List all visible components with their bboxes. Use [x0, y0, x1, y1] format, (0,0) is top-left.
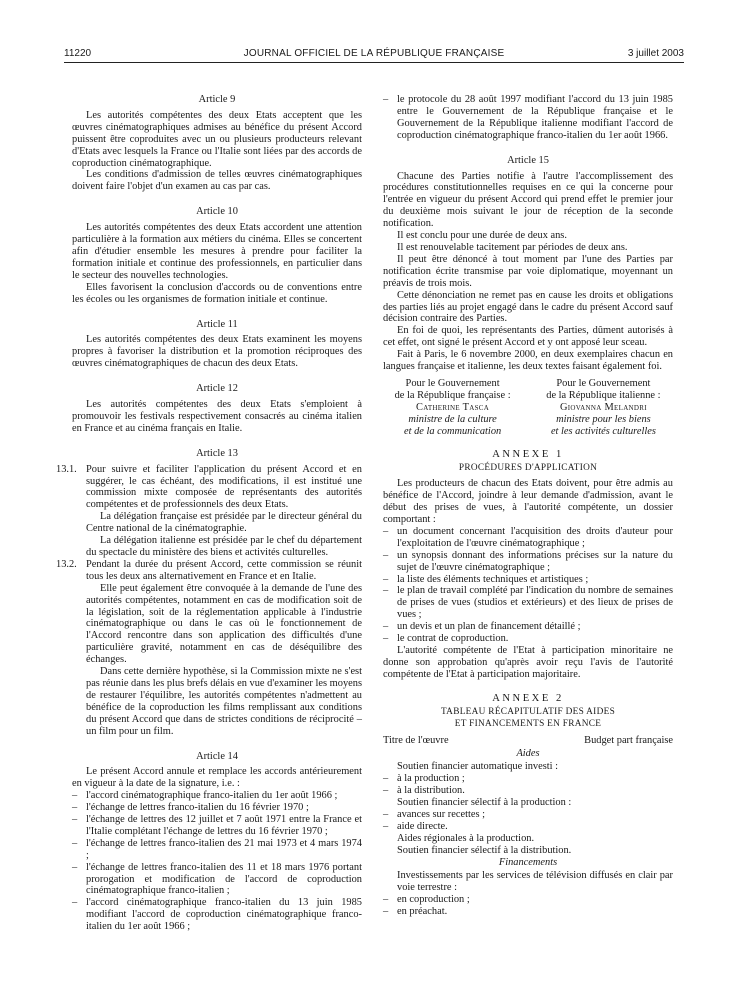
list-item: – en préachat.: [383, 906, 673, 918]
repealed-agreements-list-continued: [383, 94, 673, 142]
article-13-1: [56, 463, 362, 559]
aid-line: Soutien financier sélectif à la production :: [397, 796, 572, 808]
list-item: – le protocole du 28 août 1997 modifiant l'accord du 13 juin 1985 entre le Gouvernement de la République française et le Gouvernement de la République italienne modifiant l'accord de coproduction cinématographique franco-italien du 1er août 1966.: [383, 94, 673, 142]
page-header: [0, 0, 748, 64]
list-item: – l'accord cinématographique franco-italien du 13 juin 1985 modifiant l'accord de coproduction cinématographique franco-italien du 1er août 1966 ;: [72, 897, 362, 933]
article-10-title: Article 10: [196, 206, 238, 218]
signature-block: [383, 378, 673, 438]
right-column: [383, 94, 673, 918]
aid-line: Soutien financier automatique investi :: [397, 761, 559, 773]
clause-number: 13.1.: [56, 463, 77, 475]
page-number: 11220: [64, 48, 92, 59]
list-item: – en coproduction ;: [383, 894, 673, 906]
annexe-1-paragraph: Les producteurs de chacun des Etats doivent, pour être admis au bénéfice de l'Accord, joindre à leur demande d'admission, avant le début des prises de vues, à l'autorité compétente, un dossier comportant :: [383, 478, 673, 525]
aid-sublist: [383, 809, 673, 833]
clause-paragraph: Pendant la durée du présent Accord, cette commission se réunit tous les deux ans alternativement en France et en Italie.: [86, 558, 362, 582]
signatory-line: de la République française :: [394, 389, 511, 401]
list-item: – le contrat de coproduction.: [383, 633, 673, 645]
article-15-paragraph: Il peut être dénoncé à tout moment par l'une des Parties par notification écrite transmise par voie diplomatique, moyennant un préavis de trois mois.: [383, 253, 673, 289]
article-12-title: Article 12: [196, 383, 238, 395]
annexe-2-title: ANNEXE 2: [492, 692, 564, 704]
clause-paragraph: La délégation française est présidée par le directeur général du Centre national de la cinématographie.: [86, 511, 362, 535]
list-item: – un devis et un plan de financement détaillé ;: [383, 621, 673, 633]
annexe-2-subtitle-line: ET FINANCEMENTS EN FRANCE: [454, 718, 602, 729]
article-15-title: Article 15: [507, 154, 549, 166]
signature-italy: [534, 378, 673, 438]
annexe-2-subtitle-line: TABLEAU RÉCAPITULATIF DES AIDES: [440, 706, 616, 717]
column-header-title: Titre de l'œuvre: [383, 735, 449, 747]
article-15-paragraph: Fait à Paris, le 6 novembre 2000, en deux exemplaires chacun en langues française et italienne, les deux textes faisant également foi.: [383, 349, 673, 373]
article-12-paragraph: Les autorités compétentes des deux Etats s'emploient à promouvoir les festivals respectivement consacrés au cinéma italien en France et au cinéma français en Italie.: [72, 399, 362, 434]
list-item: – l'échange de lettres franco-italien des 21 mai 1973 et 4 mars 1974 ;: [72, 838, 362, 862]
list-item: – un document concernant l'acquisition des droits d'auteur pour l'exploitation de l'œuvre cinématographique ;: [383, 526, 673, 550]
signatory-line: de la République italienne :: [546, 389, 661, 401]
left-column: [56, 94, 362, 933]
signatory-name: Catherine Tasca: [416, 401, 490, 413]
article-14-paragraph: Le présent Accord annule et remplace les accords antérieurement en vigueur à la date de la signature, i.e. :: [72, 766, 362, 790]
list-item: – l'échange de lettres franco-italien du 16 février 1970 ;: [72, 802, 362, 814]
article-13-title: Article 13: [196, 447, 238, 459]
section-heading-aides: Aides: [516, 748, 540, 760]
list-item: – l'échange de lettres franco-italien des 11 et 18 mars 1976 portant prorogation et modification de l'accord de coproduction cinématographique franco-italien ;: [72, 862, 362, 898]
dossier-items-list: [383, 526, 673, 645]
clause-paragraph: Elle peut également être convoquée à la demande de l'une des autorités compétentes, notamment en cas de modification soit de la législation, soit de la réglementation applicable à l'industrie cinématographique ou dans le cas où le fonctionnement de l'Accord rencontre dans son application des difficultés d'une particulière gravité, notamment en cas de déséquilibre des échanges.: [86, 582, 362, 666]
header-rule: [64, 62, 684, 63]
list-item: – la liste des éléments techniques et artistiques ;: [383, 574, 673, 586]
list-item: – le plan de travail complété par l'indication du nombre de semaines de prises de vues (studios et extérieurs) et des lieux de prises de vues ;: [383, 585, 673, 621]
article-9-title: Article 9: [198, 94, 236, 105]
annexe-1-title: ANNEXE 1: [492, 449, 564, 461]
article-14-title: Article 14: [196, 750, 238, 762]
signatory-name: Giovanna Melandri: [559, 401, 647, 413]
financing-line: Investissements par les services de télévision diffusés en clair par voie terrestre :: [397, 870, 673, 894]
financing-sublist: [383, 894, 673, 918]
signatory-role: et les activités culturelles: [550, 425, 656, 437]
section-heading-financements: Financements: [498, 857, 558, 869]
signature-france: [383, 378, 522, 438]
annexe-1-paragraph: L'autorité compétente de l'Etat à participation minoritaire ne donne son approbation qu'après avoir reçu l'avis de l'autorité compétente de l'Etat à participation majoritaire.: [383, 644, 673, 680]
list-item: – un synopsis donnant des informations précises sur la nature du sujet de l'œuvre cinématographique ;: [383, 550, 673, 574]
signatory-role: et de la communication: [403, 425, 502, 437]
signatory-role: ministre pour les biens: [556, 413, 651, 425]
column-header-budget: Budget part française: [584, 735, 673, 747]
article-15-paragraph: En foi de quoi, les représentants des Parties, dûment autorisés à cet effet, ont signé le présent Accord et y ont apposé leur sceau.: [383, 325, 673, 349]
article-15-paragraph: Il est renouvelable tacitement par périodes de deux ans.: [397, 241, 628, 253]
list-item: – à la production ;: [383, 773, 673, 785]
clause-paragraph: Pour suivre et faciliter l'application du présent Accord et en suggérer, le cas échéant, des modifications, il est institué une commission mixte composée de représentants des autorités compétentes et de professionnels des deux Etats.: [86, 463, 362, 511]
annexe-2-subtitle: [383, 707, 673, 731]
article-10-paragraph: Les autorités compétentes des deux Etats accordent une attention particulière à la formation aux métiers du cinéma. Elles se concertent afin d'étudier ensemble les mesures à prendre pour faciliter la formation initiale et continue des professionnels, en particulier dans le secteur des nouvelles technologies.: [72, 222, 362, 281]
signatory-role: ministre de la culture: [408, 413, 497, 425]
article-15-paragraph: Cette dénonciation ne remet pas en cause les droits et obligations des parties liés au projet engagé dans le cadre du présent Accord sauf décision contraire des Parties.: [383, 289, 673, 325]
article-10-paragraph: Elles favorisent la conclusion d'accords ou de conventions entre les écoles ou les organismes de formation initiale et continue.: [72, 281, 362, 305]
table-header: [383, 735, 673, 747]
journal-title: JOURNAL OFFICIEL DE LA RÉPUBLIQUE FRANÇAISE: [243, 48, 505, 59]
signatory-line: Pour le Gouvernement: [405, 377, 500, 389]
aid-line: Aides régionales à la production.: [397, 832, 535, 844]
article-9-paragraph: Les conditions d'admission de telles œuvres cinématographiques doivent faire l'objet d'un examen au cas par cas.: [72, 169, 362, 193]
article-15-paragraph: Il est conclu pour une durée de deux ans.: [397, 230, 567, 242]
clause-paragraph: Dans cette dernière hypothèse, si la Commission mixte ne s'est pas réunie dans les plus brefs délais en vue d'examiner les moyens de restaurer l'équilibre, les autorités compétentes n'admettent au bénéfice de la coproduction les films remplissant aux conditions du présent Accord que dans de strictes conditions de réciprocité – un film pour un film.: [86, 666, 362, 737]
list-item: – l'échange de lettres des 12 juillet et 7 août 1971 entre la France et l'Italie complétant l'échange de lettres du 16 février 1970 ;: [72, 814, 362, 838]
article-13-2: [56, 558, 362, 738]
list-item: – aide directe.: [383, 821, 673, 833]
signatory-line: Pour le Gouvernement: [556, 377, 651, 389]
annexe-1-subtitle: PROCÉDURES D'APPLICATION: [458, 463, 598, 474]
aid-line: Soutien financier sélectif à la distribution.: [397, 844, 572, 856]
repealed-agreements-list: [72, 790, 362, 933]
list-item: – avances sur recettes ;: [383, 809, 673, 821]
clause-paragraph: La délégation italienne est présidée par le chef du département du spectacle du ministère des biens et activités culturelles.: [86, 535, 362, 558]
clause-number: 13.2.: [56, 558, 77, 570]
article-15-paragraph: Chacune des Parties notifie à l'autre l'accomplissement des procédures constitutionnelles requises en ce qui la concerne pour l'entrée en vigueur du présent Accord qui prend effet le premier jour du deuxième mois suivant le jour de réception de la seconde notification.: [383, 170, 673, 230]
aid-sublist: [383, 773, 673, 797]
list-item: – à la distribution.: [383, 785, 673, 797]
article-9-paragraph: Les autorités compétentes des deux Etats acceptent que les œuvres cinématographiques admises au bénéfice du présent Accord puissent être coproduites avec un ou plusieurs producteurs relevant d'Etats avec lesquels la France ou l'Italie sont liées par des accords de coproduction cinématographique.: [72, 109, 362, 169]
issue-date: 3 juillet 2003: [627, 48, 684, 59]
list-item: – l'accord cinématographique franco-italien du 1er août 1966 ;: [72, 790, 362, 802]
article-11-paragraph: Les autorités compétentes des deux Etats examinent les moyens propres à favoriser la distribution et la promotion réciproques des œuvres cinématographiques de chacun des deux Etats.: [72, 334, 362, 370]
article-11-title: Article 11: [196, 318, 238, 330]
